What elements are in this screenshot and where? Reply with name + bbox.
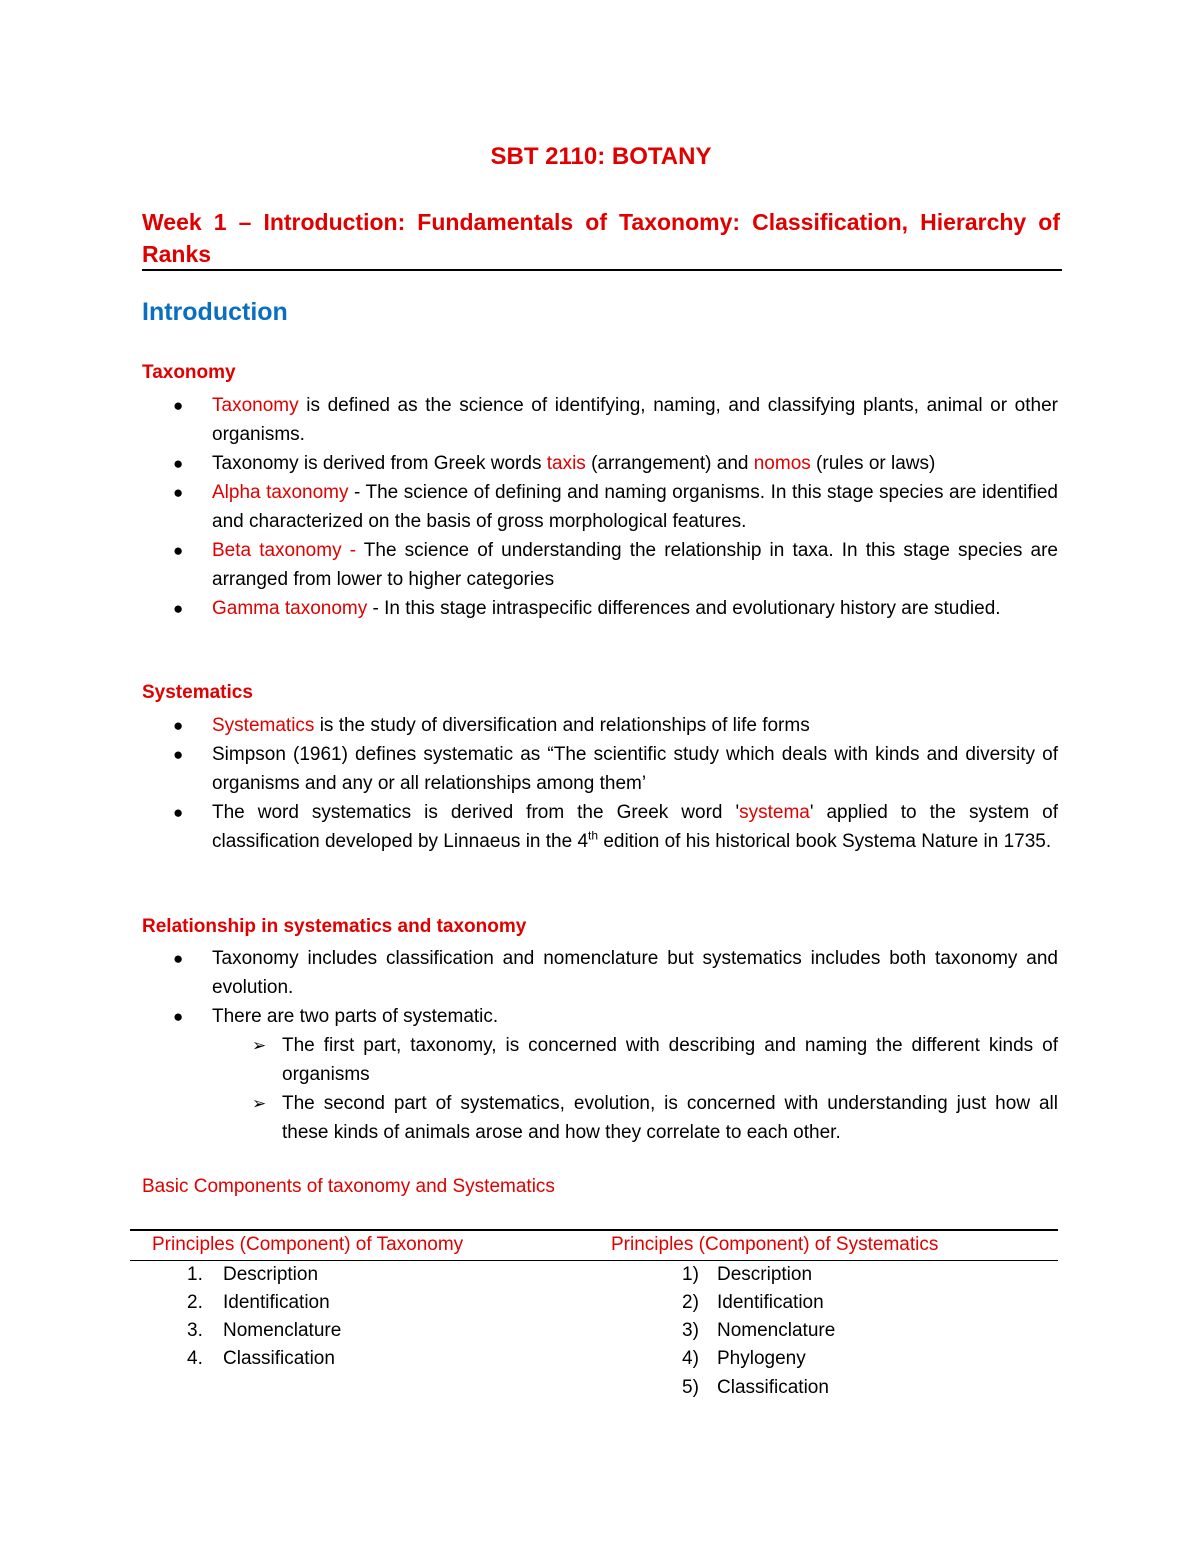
bullet-icon: ● <box>173 483 184 502</box>
taxonomy-column-header: Principles (Component) of Taxonomy <box>152 1234 464 1255</box>
table-cell-number: 1) <box>682 1264 699 1285</box>
table-cell-number: 3) <box>682 1320 699 1341</box>
table-cell: Description <box>717 1264 813 1285</box>
bullet-icon: ● <box>173 599 184 618</box>
table-cell: Nomenclature <box>223 1320 342 1341</box>
introduction-heading: Introduction <box>142 298 288 326</box>
list-item: ● Taxonomy includes classification and nomenclature but systematics includes both taxonomy and evolution. <box>142 944 1058 1002</box>
taxonomy-list <box>142 391 1058 623</box>
systematics-column-header: Principles (Component) of Systematics <box>611 1234 939 1255</box>
heading-rule <box>142 269 1062 271</box>
list-item: ● There are two parts of systematic. ➢ The first part, taxonomy, is concerned with describing and naming the different kinds of organisms ➢ The second part of systematics, evolution, is concerned with understanding just how all these kinds of animals arose and how they correlate to each other. <box>142 1002 1058 1147</box>
list-item: ● Alpha taxonomy - The science of defining and naming organisms. In this stage species are identified and characterized on the basis of gross morphological features. <box>142 478 1058 536</box>
table-cell-number: 4. <box>187 1348 203 1369</box>
list-item: ● Systematics is the study of diversification and relationships of life forms <box>142 711 1058 740</box>
bullet-icon: ● <box>173 949 184 968</box>
course-title: SBT 2110: BOTANY <box>490 143 712 170</box>
table-header-rule <box>130 1260 1058 1261</box>
components-heading: Basic Components of taxonomy and Systematics <box>142 1176 555 1197</box>
table-cell: Identification <box>223 1292 330 1313</box>
bullet-icon: ● <box>173 454 184 473</box>
table-top-rule <box>130 1229 1058 1231</box>
table-cell: Description <box>223 1264 319 1285</box>
table-cell: Identification <box>717 1292 824 1313</box>
table-cell-number: 2) <box>682 1292 699 1313</box>
taxonomy-heading: Taxonomy <box>142 362 236 383</box>
table-cell: Classification <box>717 1377 829 1398</box>
systematics-list <box>142 711 1058 856</box>
arrowhead-bullet-icon: ➢ <box>252 1036 267 1055</box>
table-cell: Nomenclature <box>717 1320 836 1341</box>
table-cell-number: 2. <box>187 1292 203 1313</box>
table-cell: Phylogeny <box>717 1348 806 1369</box>
sub-list-item: ➢ The second part of systematics, evolution, is concerned with understanding just how all these kinds of animals arose and how they correlate to each other. <box>212 1089 1058 1147</box>
bullet-icon: ● <box>173 541 184 560</box>
list-item: ● Taxonomy is defined as the science of identifying, naming, and classifying plants, animal or other organisms. <box>142 391 1058 449</box>
table-cell: Classification <box>223 1348 335 1369</box>
sub-list-item: ➢ The first part, taxonomy, is concerned with describing and naming the different kinds of organisms <box>212 1031 1058 1089</box>
arrowhead-bullet-icon: ➢ <box>252 1094 267 1113</box>
bullet-icon: ● <box>173 396 184 415</box>
bullet-icon: ● <box>173 1007 184 1026</box>
list-item: ● Beta taxonomy - The science of understanding the relationship in taxa. In this stage species are arranged from lower to higher categories <box>142 536 1058 594</box>
list-item: ● Gamma taxonomy - In this stage intraspecific differences and evolutionary history are studied. <box>142 594 1058 623</box>
week-heading: Week 1 – Introduction: Fundamentals of Taxonomy: Classification, Hierarchy of Ranks <box>142 209 1060 267</box>
systematics-heading: Systematics <box>142 682 253 703</box>
table-cell-number: 5) <box>682 1377 699 1398</box>
sub-list <box>212 1031 1058 1147</box>
bullet-icon: ● <box>173 803 184 822</box>
list-item: ● Simpson (1961) defines systematic as “The scientific study which deals with kinds and diversity of organisms and any or all relationships among them’ <box>142 740 1058 798</box>
relationship-list <box>142 944 1058 1147</box>
list-item: ● Taxonomy is derived from Greek words taxis (arrangement) and nomos (rules or laws) <box>142 449 1058 478</box>
table-cell-number: 3. <box>187 1320 203 1341</box>
table-cell-number: 1. <box>187 1264 203 1285</box>
relationship-heading: Relationship in systematics and taxonomy <box>142 916 527 937</box>
bullet-icon: ● <box>173 745 184 764</box>
table-cell-number: 4) <box>682 1348 699 1369</box>
list-item: ● The word systematics is derived from the Greek word 'systema' applied to the system of classification developed by Linnaeus in the 4th edition of his historical book Systema Nature in 1735. <box>142 798 1058 856</box>
bullet-icon: ● <box>173 716 184 735</box>
